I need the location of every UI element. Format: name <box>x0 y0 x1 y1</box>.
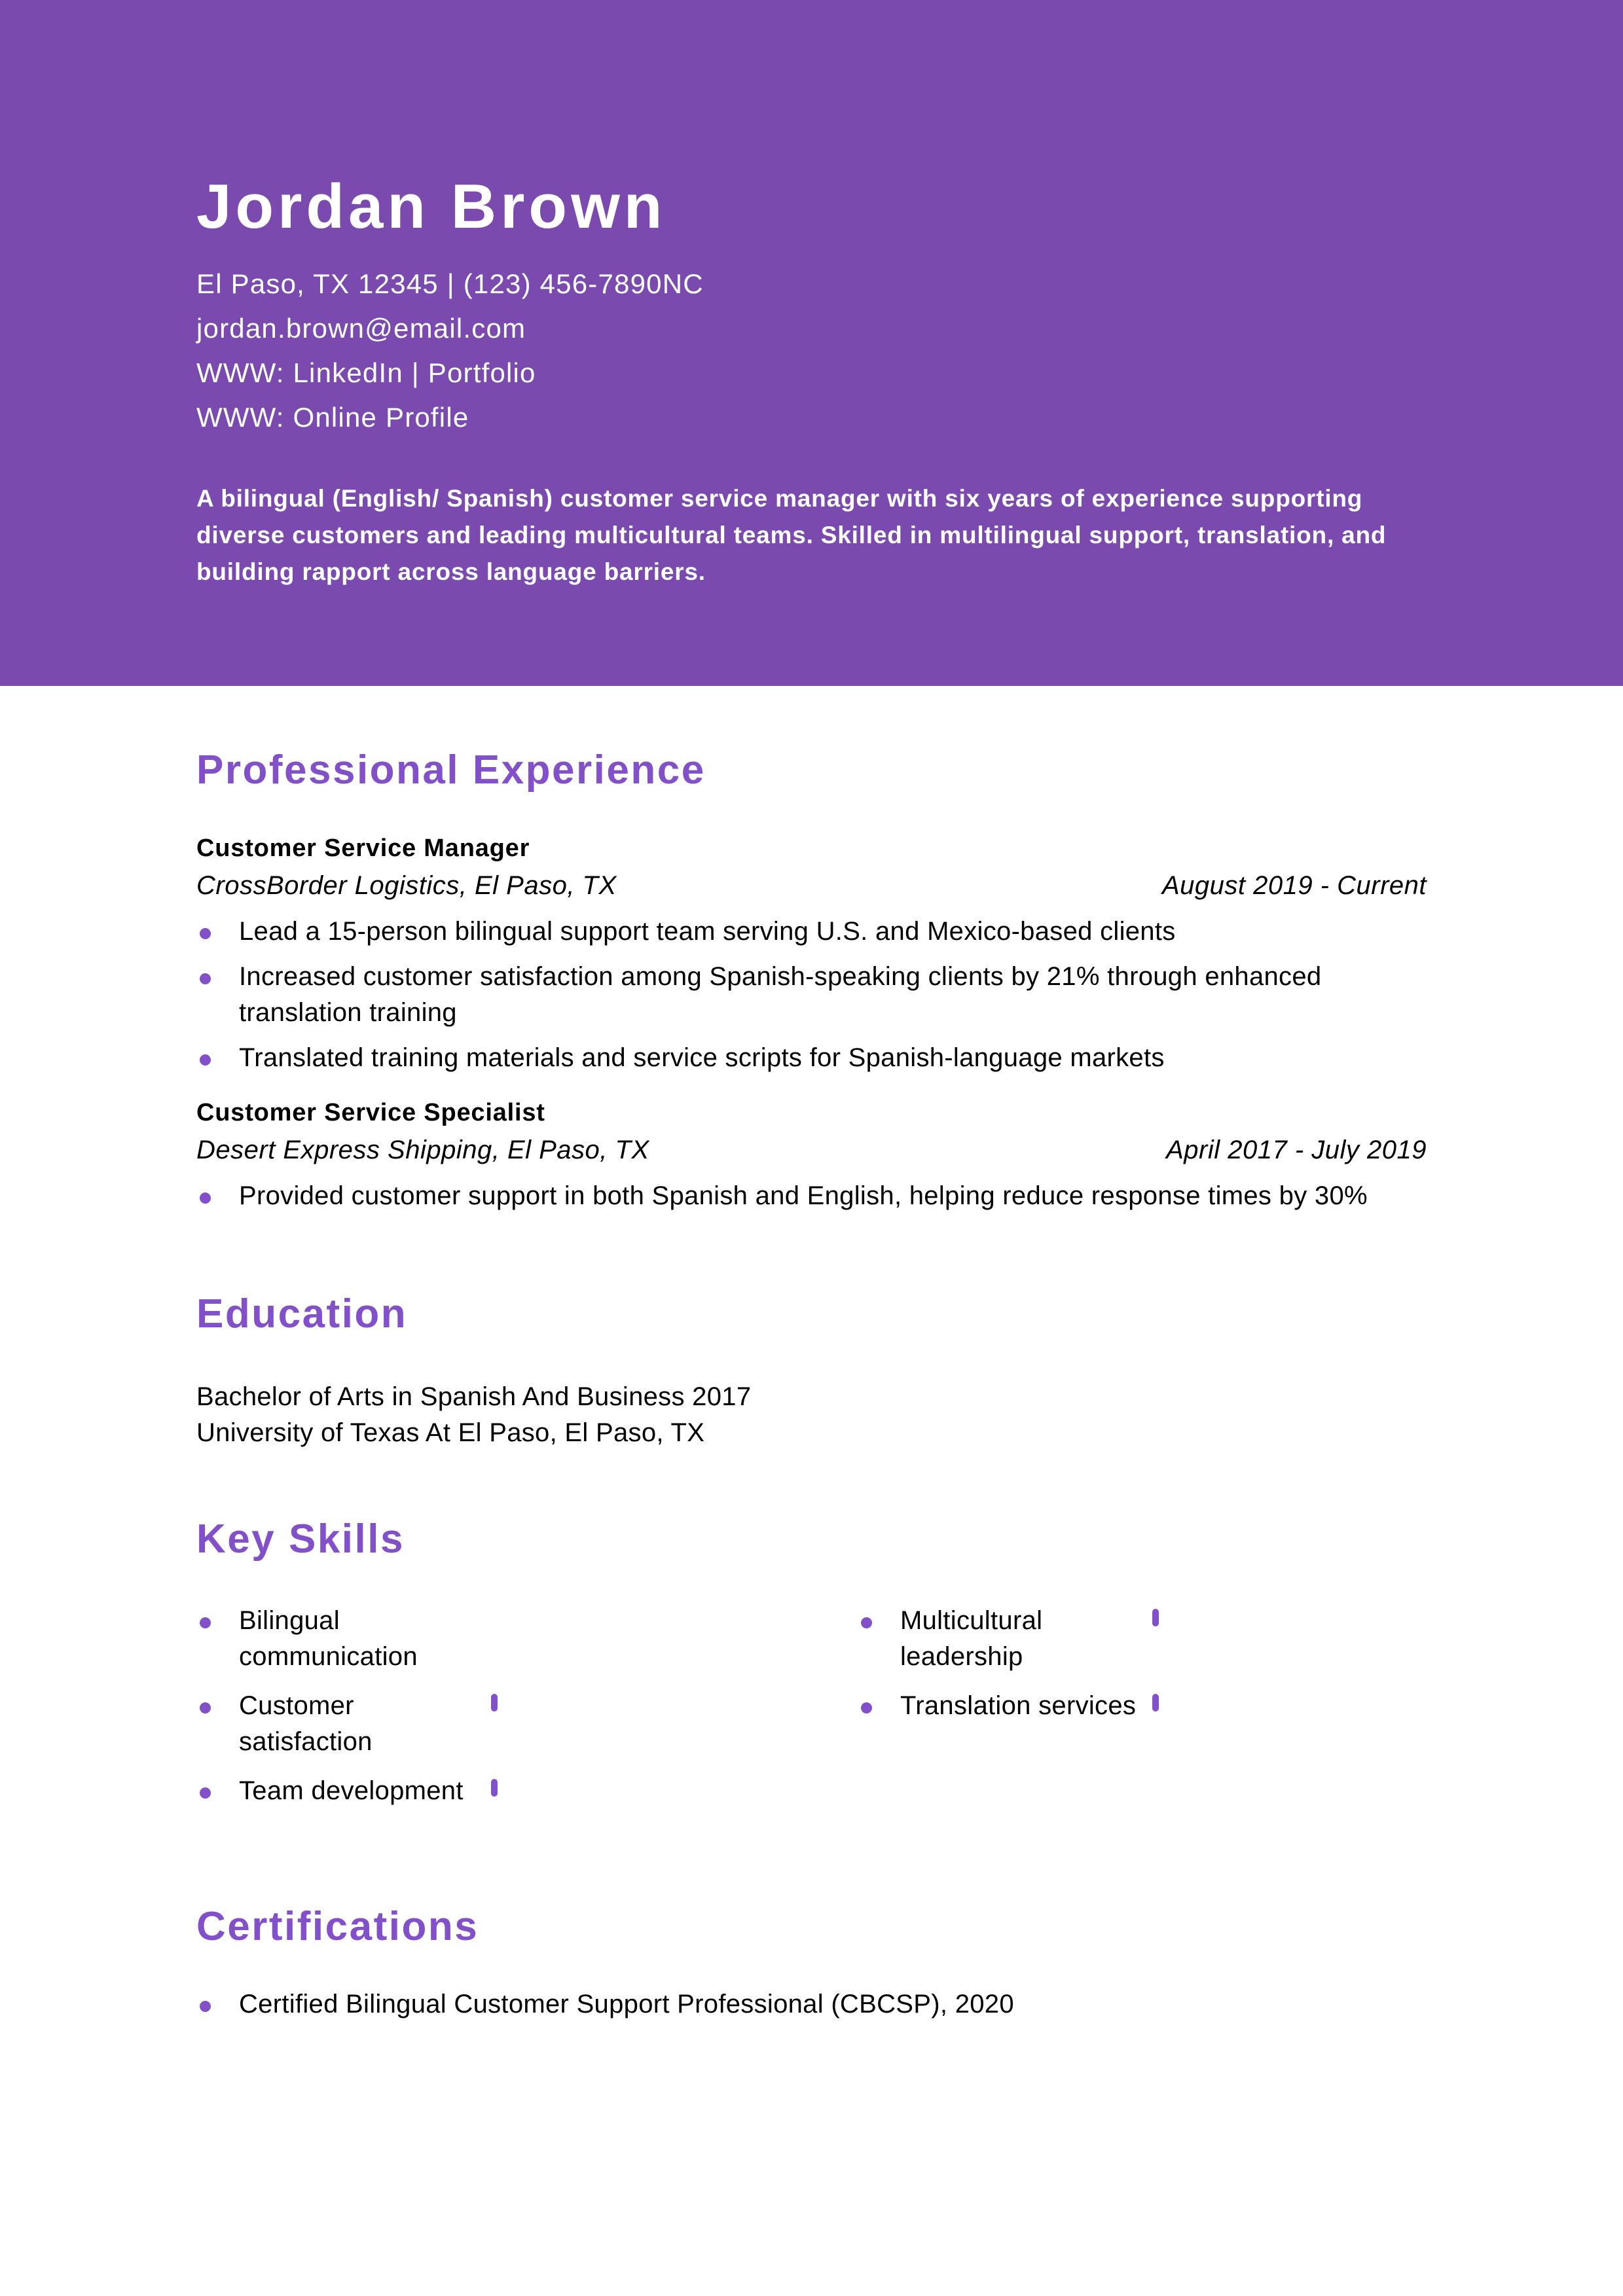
skill-bar-holder <box>491 1697 769 1709</box>
experience-entry <box>196 1094 1427 1214</box>
skill-label: Translation services <box>900 1691 1137 1720</box>
job-bullet: Translated training materials and service scripts for Spanish-language markets <box>196 1040 1427 1076</box>
job-bullet: Lead a 15-person bilingual support team serving U.S. and Mexico-based clients <box>196 914 1427 950</box>
contact-line-online-profile: WWW: Online Profile <box>196 402 469 433</box>
resume-header-banner <box>0 0 1623 686</box>
bullet-icon <box>200 1617 211 1628</box>
job-company: CrossBorder Logistics, El Paso, TX <box>196 871 617 900</box>
skill-label: Bilingual communication <box>239 1606 418 1671</box>
experience-entry <box>196 830 1427 1076</box>
job-title: Customer Service Specialist <box>196 1099 545 1126</box>
skill-bar-holder <box>491 1782 769 1794</box>
skill-level-bar <box>491 1779 498 1797</box>
skills-grid <box>196 1596 1427 1852</box>
skill-label: Team development <box>239 1776 464 1805</box>
bullet-icon <box>200 1702 211 1713</box>
resume-body <box>0 686 1623 2022</box>
section-professional-experience <box>196 686 1427 1214</box>
skill-item <box>196 1596 858 1681</box>
skill-bar-holder <box>1152 1697 1431 1709</box>
job-bullet-list <box>196 1178 1427 1214</box>
professional-summary: A bilingual (English/ Spanish) customer service manager with six years of experience supporting diverse customers and leading multicultural teams. Skilled in multilingual support, translation, and building rapport across language barriers. <box>196 485 1387 585</box>
section-title-certifications: Certifications <box>196 1904 479 1949</box>
job-bullet-list <box>196 914 1427 1076</box>
skill-item <box>858 1596 1519 1681</box>
skill-item <box>858 1681 1519 1767</box>
job-dates: August 2019 - Current <box>1161 871 1427 900</box>
section-certifications <box>196 1852 1427 2022</box>
skill-label: Customer satisfaction <box>239 1691 373 1756</box>
job-meta <box>196 867 1427 905</box>
job-meta <box>196 1131 1427 1169</box>
section-title-education: Education <box>196 1291 408 1336</box>
certification-list <box>196 1986 1427 2022</box>
skill-item <box>196 1767 858 1852</box>
skill-bar-holder <box>1152 1612 1431 1624</box>
skill-level-bar <box>1152 1609 1159 1626</box>
contact-line-linkedin-portfolio: WWW: LinkedIn | Portfolio <box>196 357 536 388</box>
bullet-icon <box>861 1617 872 1628</box>
job-company: Desert Express Shipping, El Paso, TX <box>196 1136 649 1164</box>
skill-item <box>196 1681 858 1767</box>
job-title: Customer Service Manager <box>196 834 530 862</box>
section-title-skills: Key Skills <box>196 1516 405 1562</box>
section-education <box>196 1223 1427 1451</box>
job-bullet: Provided customer support in both Spanish and English, helping reduce response times by 30% <box>196 1178 1427 1214</box>
section-title-experience: Professional Experience <box>196 747 706 793</box>
education-degree: Bachelor of Arts in Spanish And Business 2017 <box>196 1382 752 1411</box>
skill-level-bar <box>1152 1694 1159 1712</box>
candidate-name: Jordan Brown <box>196 171 666 242</box>
certification-item: Certified Bilingual Customer Support Professional (CBCSP), 2020 <box>196 1986 1427 2022</box>
contact-line-email: jordan.brown@email.com <box>196 313 526 344</box>
education-institution: University of Texas At El Paso, El Paso, TX <box>196 1418 705 1447</box>
job-bullet: Increased customer satisfaction among Spanish-speaking clients by 21% through enhanced translation training <box>196 959 1427 1031</box>
contact-info-block <box>196 262 1427 440</box>
skill-label: Multicultural leadership <box>900 1606 1043 1671</box>
skill-level-bar <box>491 1694 498 1712</box>
section-key-skills <box>196 1451 1427 1852</box>
job-dates: April 2017 - July 2019 <box>1166 1136 1427 1164</box>
bullet-icon <box>200 1787 211 1799</box>
contact-line-address-phone: El Paso, TX 12345 | (123) 456-7890NC <box>196 268 704 299</box>
bullet-icon <box>861 1702 872 1713</box>
education-entry <box>196 1379 1427 1451</box>
